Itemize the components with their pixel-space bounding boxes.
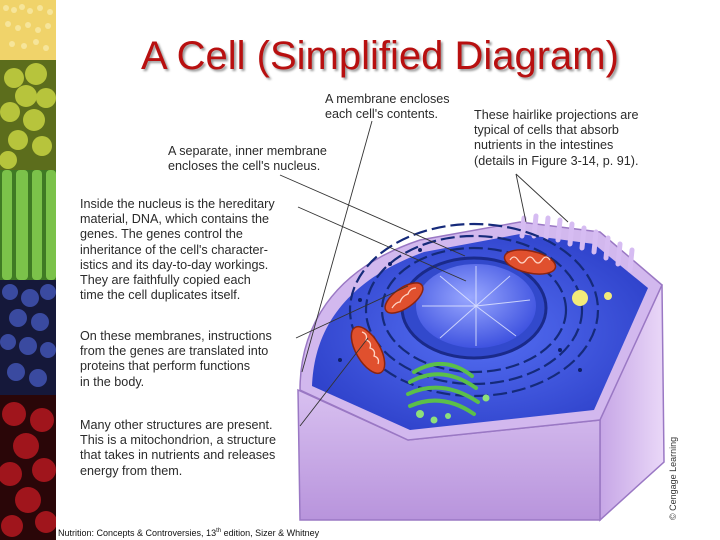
copyright-credit: © Cengage Learning [668,436,678,520]
footer-suffix: edition, Sizer & Whitney [221,528,320,538]
footer-citation [58,528,319,538]
label-inner-membrane: A separate, inner membrane encloses the cell's nucleus. [168,144,327,174]
label-membrane: A membrane encloses each cell's contents. [325,92,450,122]
footer-superscript: th [216,528,222,534]
label-membrane-instructions: On these membranes, instructions from the genes are translated into proteins that perform functions in the body. [80,329,272,389]
label-mitochondrion: Many other structures are present. This is a mitochondrion, a structure that takes in nutrients and releases energy from them. [80,418,276,478]
label-hairlike-projections: These hairlike projections are typical of cells that absorb nutrients in the intestines (details in Figure 3-14, p. 91). [474,108,639,168]
label-nucleus: Inside the nucleus is the hereditary material, DNA, which contains the genes. The genes control the inheritance of the cell's character- istics and its day-to-day workings. They are faithfully copied each time the cell duplicates itself. [80,197,275,303]
footer-prefix: Nutrition: Concepts & Controversies, 13 [58,528,217,538]
slide-title: A Cell (Simplified Diagram) [141,34,619,78]
